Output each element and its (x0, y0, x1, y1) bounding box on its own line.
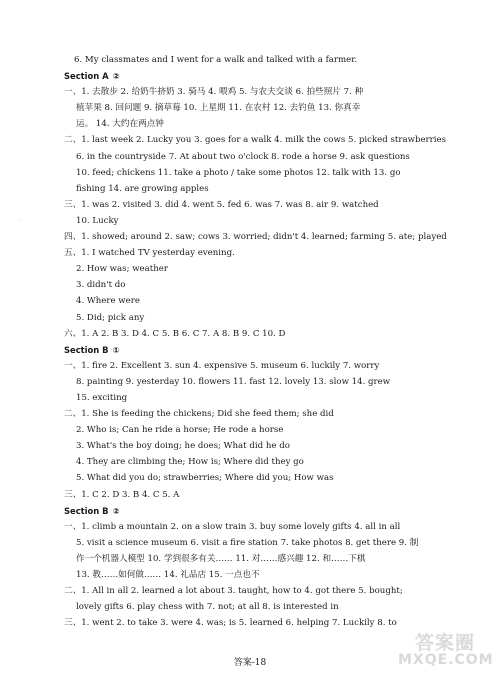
section-title: Section B (64, 344, 109, 355)
answer-line: 一、1. 去散步 2. 给奶牛挤奶 3. 骑马 4. 喂鸡 5. 与农夫交谈 6. 拍些照片 7. 种 (64, 87, 364, 98)
answer-line: 一、1. climb a mountain 2. on a slow train 3. buy some lovely gifts 4. all in all (64, 521, 401, 532)
answer-line: 6. My classmates and I went for a walk and talked with a farmer. (74, 55, 358, 65)
answer-line: 2. How was; weather (76, 264, 168, 275)
section-number: ① (112, 344, 120, 355)
answer-line: lovely gifts 6. play chess with 7. not; at all 8. is interested in (76, 602, 339, 613)
answer-line: 8. painting 9. yesterday 10. flowers 11. fast 12. lovely 13. slow 14. grew (76, 376, 391, 387)
answer-line: 作一个机器人模型 10. 学到很多有关…… 11. 对……感兴趣 12. 和……下棋 (76, 553, 366, 564)
answer-line: 植苹果 8. 回问题 9. 摘草莓 10. 上星期 11. 在农村 12. 去钓鱼 13. 你真幸 (76, 103, 361, 114)
answer-line: 运。 14. 大约在两点钟 (76, 119, 164, 130)
answer-line: 五、1. I watched TV yesterday evening. (64, 248, 235, 259)
answer-line: 5. What did you do; strawberries; Where did you; How was (76, 473, 334, 484)
answer-line: 一、1. fire 2. Excellent 3. sun 4. expensive 5. museum 6. luckily 7. worry (64, 360, 380, 371)
section-heading (64, 342, 456, 358)
answer-line: 2. Who is; Can he ride a horse; He rode a horse (76, 425, 284, 436)
answer-line: 三、1. C 2. D 3. B 4. C 5. A (64, 489, 180, 500)
answer-content (64, 52, 456, 631)
answer-line: fishing 14. are growing apples (76, 183, 209, 194)
section-heading (64, 503, 456, 519)
answer-line: 三、1. was 2. visited 3. did 4. went 5. fed 6. was 7. was 8. air 9. watched (64, 199, 379, 210)
answer-line: 5. Did; pick any (76, 312, 145, 323)
answer-line: 4. They are climbing the; How is; Where did they go (76, 457, 304, 468)
answer-line: 3. What's the boy doing; he does; What did he do (76, 441, 290, 452)
answer-line: 5. visit a science museum 6. visit a fire station 7. take photos 8. get there 9. 制 (76, 537, 419, 548)
answer-line: 6. in the countryside 7. At about two o'clock 8. rode a horse 9. ask questions (76, 151, 410, 162)
watermark-text-cn: 答案圈 (414, 632, 475, 654)
answer-line: 10. Lucky (76, 215, 119, 226)
answer-line: 四、1. showed; around 2. saw; cows 3. worried; didn't 4. learned; farming 5. ate; played (64, 232, 447, 243)
answer-line: 二、1. All in all 2. learned a lot about 3. taught, how to 4. got there 5. bought; (64, 586, 403, 597)
answer-line: 4. Where were (76, 296, 140, 307)
answer-line: 3. didn't do (76, 280, 126, 291)
answer-line: 13. 教……如何做…… 14. 礼品店 15. 一点也不 (76, 570, 260, 580)
answer-line: 二、1. last week 2. Lucky you 3. goes for a walk 4. milk the cows 5. picked strawberries (64, 135, 447, 146)
section-number: ② (112, 71, 120, 82)
answer-line: 六、1. A 2. B 3. D 4. C 5. B 6. C 7. A 8. B 9. C 10. D (64, 328, 286, 339)
answer-line: 三、1. went 2. to take 3. were 4. was; is 5. learned 6. helping 7. Luckily 8. to (64, 618, 397, 629)
answer-line: 15. exciting (76, 392, 128, 403)
answer-line: 10. feed; chickens 11. take a photo / take some photos 12. talk with 13. go (76, 167, 401, 178)
watermark-text-url: MXQE.COM (398, 652, 494, 668)
section-number: ② (112, 505, 120, 516)
section-heading (64, 68, 456, 84)
section-title: Section B (64, 505, 109, 516)
page-footer: 答案-18 (233, 658, 267, 668)
answer-line: 二、1. She is feeding the chickens; Did she feed them; she did (64, 409, 334, 420)
section-title: Section A (64, 71, 109, 82)
margin-mark: · (18, 218, 20, 225)
watermark-logo (398, 628, 492, 674)
